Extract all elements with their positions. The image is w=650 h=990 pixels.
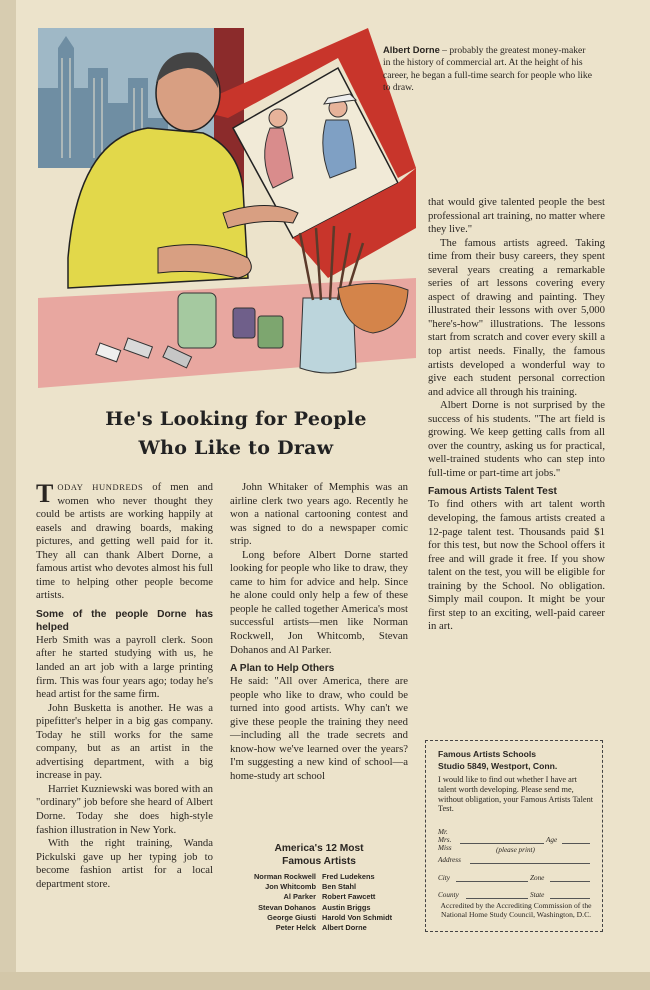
coupon-county-label: County bbox=[438, 891, 459, 899]
artist-name: Harold Von Schmidt bbox=[322, 912, 393, 922]
headline-line1: He's Looking for People bbox=[105, 408, 367, 430]
caption-text: – probably the greatest money-maker in the history of commercial art. At the height of his career, he began a full-time search for people who like to draw. bbox=[383, 45, 592, 94]
article-column-2 bbox=[230, 481, 408, 783]
county-field-line[interactable] bbox=[466, 898, 528, 899]
artist-name: Stevan Dohanos bbox=[258, 902, 316, 912]
artist-illustration bbox=[38, 28, 416, 398]
caption-name: Albert Dorne bbox=[383, 44, 440, 55]
coupon-mrs-label: Mrs. bbox=[438, 836, 452, 844]
coupon-print-note: (please print) bbox=[496, 846, 535, 854]
paragraph-he-said: He said: "All over America, there are people who like to draw, who could be turned into good artists. Why can't we give these people the training they need—including all the trade secrets and know-how we've learned over the years? I'm suggesting a new kind of school—a home-study art school bbox=[230, 675, 408, 782]
artist-name: Norman Rockwell bbox=[253, 872, 316, 881]
paragraph-pickulski: With the right training, Wanda Pickulski gave up her typing job to become fashion artist for a local department store. bbox=[36, 837, 213, 890]
coupon-accreditation: Accredited by the Accrediting Commission of the National Home Study Council, Washington, D.C. bbox=[440, 901, 592, 919]
city-field-line[interactable] bbox=[456, 881, 528, 882]
intro-paragraph bbox=[36, 481, 213, 603]
mail-coupon[interactable] bbox=[425, 740, 603, 932]
artist-name: Robert Fawcett bbox=[322, 892, 376, 902]
coupon-mr-label: Mr. bbox=[438, 828, 448, 836]
subhead-talent-test: Famous Artists Talent Test bbox=[428, 486, 557, 498]
article-column-1 bbox=[36, 481, 213, 891]
paragraph-long-before: Long before Albert Dorne started looking for people who like to draw, they came to him for advice and help. Since he alone could only help a few of these people he called together America's most successful artists—men like Norman Rockwell, Jon Whitcomb, Stevan Dohanos and Al Parker. bbox=[230, 548, 408, 656]
artist-name: Peter Helck bbox=[275, 923, 316, 933]
artist-name: Ben Stahl bbox=[322, 882, 357, 892]
state-field-line[interactable] bbox=[550, 898, 590, 899]
paragraph-herb-smith: Herb Smith was a payroll clerk. Soon after he started studying with us, he landed an art job with a large printing firm. This was four years ago; today he's head artist for the same firm. bbox=[36, 633, 213, 701]
coupon-address-label: Address bbox=[438, 856, 461, 864]
artist-name: Al Parker bbox=[283, 892, 316, 902]
paragraph-kuzniewski: Harriet Kuzniewski was bored with an "ordinary" job before she heard of Albert Dorne. Today she does high-style fashion illustration in New York. bbox=[36, 782, 213, 836]
paragraph-not-surprised: Albert Dorne is not surprised by the success of his students. "The art field is growing. We keep getting calls from all over the country, asking us for practical, well-trained students who can step into full-time or part-time art jobs." bbox=[428, 399, 605, 479]
headline-line2: Who Like to Draw bbox=[138, 437, 334, 459]
paragraph-continued: that would give talented people the best professional art training, no matter where they live." bbox=[428, 196, 605, 236]
subhead-helped: Some of the people Dorne has helped bbox=[36, 608, 213, 633]
page-edge-left bbox=[0, 0, 16, 990]
paragraph-agreed: The famous artists agreed. Taking time from their busy careers, they spent several years creating a remarkable series of art lessons covering every aspect of drawing and painting. They illustrated their lessons with over 5,000 "here's-how" illustrations. The lessons start from scratch and cover every skill a top artist needs. Finally, the famous artists developed a wonderful way to give each student personal correction and advice all through his training. bbox=[428, 236, 605, 398]
name-field-line[interactable] bbox=[460, 843, 544, 844]
artists-grid bbox=[228, 872, 410, 933]
artist-name: Albert Dorne bbox=[322, 923, 367, 933]
artist-name: George Giusti bbox=[267, 912, 316, 922]
zone-field-line[interactable] bbox=[550, 881, 590, 882]
coupon-miss-label: Miss bbox=[438, 844, 452, 852]
coupon-age-label: Age bbox=[546, 836, 558, 844]
artists-title-2: Famous Artists bbox=[282, 856, 356, 867]
intro-lead: ODAY HUNDREDS bbox=[57, 482, 144, 492]
artists-title-1: America's 12 Most bbox=[274, 843, 364, 854]
coupon-header bbox=[438, 748, 557, 772]
artist-name: Jon Whitcomb bbox=[265, 882, 316, 892]
coupon-state-label: State bbox=[530, 891, 545, 899]
coupon-city-label: City bbox=[438, 874, 450, 882]
paragraph-busketta: John Busketta is another. He was a pipefitter's helper in a big gas company. Today he still works for the same company, but as an artist in the advertising department, with a big increase in pay. bbox=[36, 701, 213, 782]
paragraph-whitaker: John Whitaker of Memphis was an airline clerk two years ago. Recently he won a national cartooning contest and was signed to do a newspaper comic strip. bbox=[230, 481, 408, 548]
coupon-address: Studio 5849, Westport, Conn. bbox=[438, 761, 558, 771]
age-field-line[interactable] bbox=[562, 843, 590, 844]
famous-artists-list bbox=[228, 842, 410, 933]
page-edge-bottom bbox=[0, 972, 650, 990]
coupon-zone-label: Zone bbox=[530, 874, 545, 882]
article-column-3 bbox=[428, 196, 605, 634]
coupon-school: Famous Artists Schools bbox=[438, 749, 537, 759]
illustration-caption bbox=[383, 44, 593, 95]
subhead-plan: A Plan to Help Others bbox=[230, 663, 335, 675]
drop-cap: T bbox=[36, 479, 54, 508]
intro-text: of men and women who never thought they could be artists are working happily at easels and drawing boards, making pictures, and getting well paid for it. They all can thank Albert Dorne, a famous artist who devotes almost his full time to helping other people become artists. bbox=[36, 481, 214, 602]
address-field-line[interactable] bbox=[470, 863, 590, 864]
paragraph-talent-test: To find others with art talent worth developing, the famous artists created a 12-page talent test. Thousands paid $1 for this test, but now the School offers it free and will grade it free. If you show talent on the test, you will be eligible for training by the School. No obligation. Simply mail coupon. It might be your first step to an exciting, well-paid career in art. bbox=[428, 498, 605, 633]
coupon-body: I would like to find out whether I have art talent worth developing. Please send me, without obligation, your Famous Artists Talent Test. bbox=[438, 775, 594, 814]
artist-name: Fred Ludekens bbox=[322, 872, 375, 881]
artist-name: Austin Briggs bbox=[322, 902, 371, 912]
